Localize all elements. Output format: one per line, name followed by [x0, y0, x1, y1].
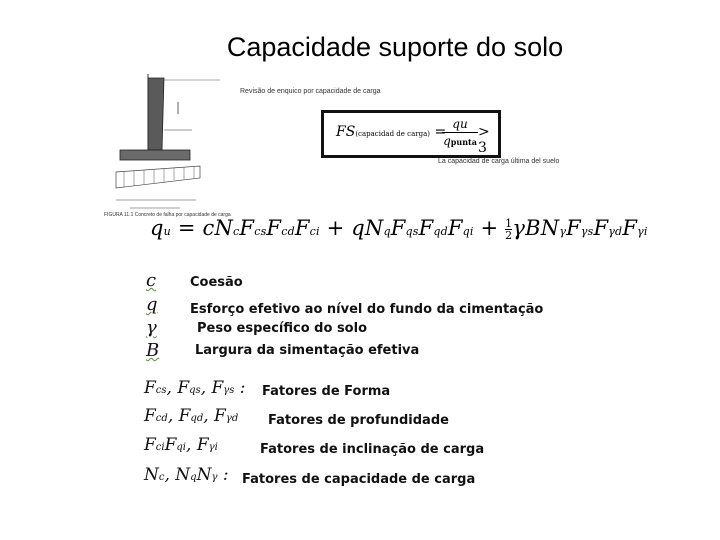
eq-term: F: [266, 216, 282, 240]
eq-sub: qd: [433, 225, 448, 238]
factor-label-profundidade: Fatores de profundidade: [268, 413, 449, 428]
eq-sub: γi: [637, 225, 648, 238]
fs-denominator: q: [443, 134, 451, 148]
fs-inequality: > 3: [478, 124, 490, 156]
figure-caption: Revisão de enquico por capacidade de carga: [240, 88, 381, 95]
eq-term: F: [418, 216, 434, 240]
eq-sub: γs: [580, 225, 594, 238]
eq-sub: c: [233, 225, 240, 238]
fs-fraction: [442, 117, 478, 148]
eq-term: q: [150, 216, 164, 240]
eq-sub: u: [163, 225, 171, 238]
eq-term: F: [622, 216, 638, 240]
factor-symbols-capacidade: Nc, NqNγ :: [144, 465, 229, 485]
factor-label-forma: Fatores de Forma: [262, 384, 391, 399]
var-symbol-gamma: γ: [146, 317, 157, 338]
eq-term: F: [294, 216, 310, 240]
eq-sub: γ: [559, 225, 567, 238]
half-denominator: 2: [505, 229, 513, 242]
factor-symbols-inclinacao: FciFqi, Fγi: [144, 435, 218, 455]
pressure-diagram: [116, 166, 200, 188]
eq-sub: q: [383, 225, 391, 238]
factor-label-capacidade: Fatores de capacidade de carga: [242, 472, 476, 487]
wall-stem: [148, 78, 164, 150]
eq-term: + qN: [319, 216, 384, 240]
eq-term: F: [239, 216, 255, 240]
fraction-bar: [442, 132, 478, 133]
eq-sub: qi: [462, 225, 474, 238]
fs-numerator: qu: [452, 117, 468, 131]
eq-sub: cd: [281, 225, 295, 238]
var-symbol-b: B: [146, 340, 160, 361]
fs-lhs: FS(capacidad de carga) =: [336, 124, 447, 140]
var-label-peso: Peso específico do solo: [197, 321, 367, 336]
factor-symbols-forma: Fcs, Fqs, Fγs :: [144, 378, 246, 398]
fs-note: La capacidad de carga última del suelo: [438, 158, 560, 165]
wall-figure-caption: FIGURA 11.1 Concreto de falha por capacidade de carga: [104, 212, 231, 218]
retaining-wall-diagram: [100, 72, 240, 217]
eq-term: γBN: [512, 216, 560, 240]
eq-term: F: [390, 216, 406, 240]
safety-factor-box: [321, 110, 501, 158]
eq-term: F: [447, 216, 463, 240]
fs-subscript: (capacidad de carga): [355, 130, 430, 138]
factor-symbols-profundidade: Fcd, Fqd, Fγd: [144, 406, 239, 426]
var-label-largura: Largura da simentação efetiva: [195, 343, 420, 358]
eq-sub: qs: [405, 225, 419, 238]
var-label-coesao: Coesão: [190, 275, 243, 290]
eq-term: F: [593, 216, 609, 240]
fs-symbol: FS: [336, 124, 356, 140]
var-symbol-c: c: [146, 270, 157, 291]
eq-sub: γd: [608, 225, 623, 238]
wall-footing: [120, 150, 190, 160]
pressure-hatch: [124, 167, 194, 187]
eq-term: = cN: [170, 216, 234, 240]
eq-term: F: [566, 216, 581, 240]
page-title: Capacidade suporte do solo: [226, 32, 564, 62]
var-symbol-q: q: [146, 294, 158, 315]
eq-sub: ci: [309, 225, 320, 238]
bearing-capacity-equation: qu = cNcFcsFcdFci + qNqFqsFqdFqi + $\frac{1}{2}$ γBNγFγsFγdFγi: [150, 216, 648, 242]
var-label-esforco: Esforço efetivo ao nível do fundo da cimentação: [190, 302, 544, 317]
half-numerator: 1: [505, 217, 513, 230]
fs-denominator-subscript: punta: [450, 137, 477, 147]
eq-sub: cs: [254, 225, 267, 238]
factor-label-inclinacao: Fatores de inclinação de carga: [260, 442, 485, 457]
